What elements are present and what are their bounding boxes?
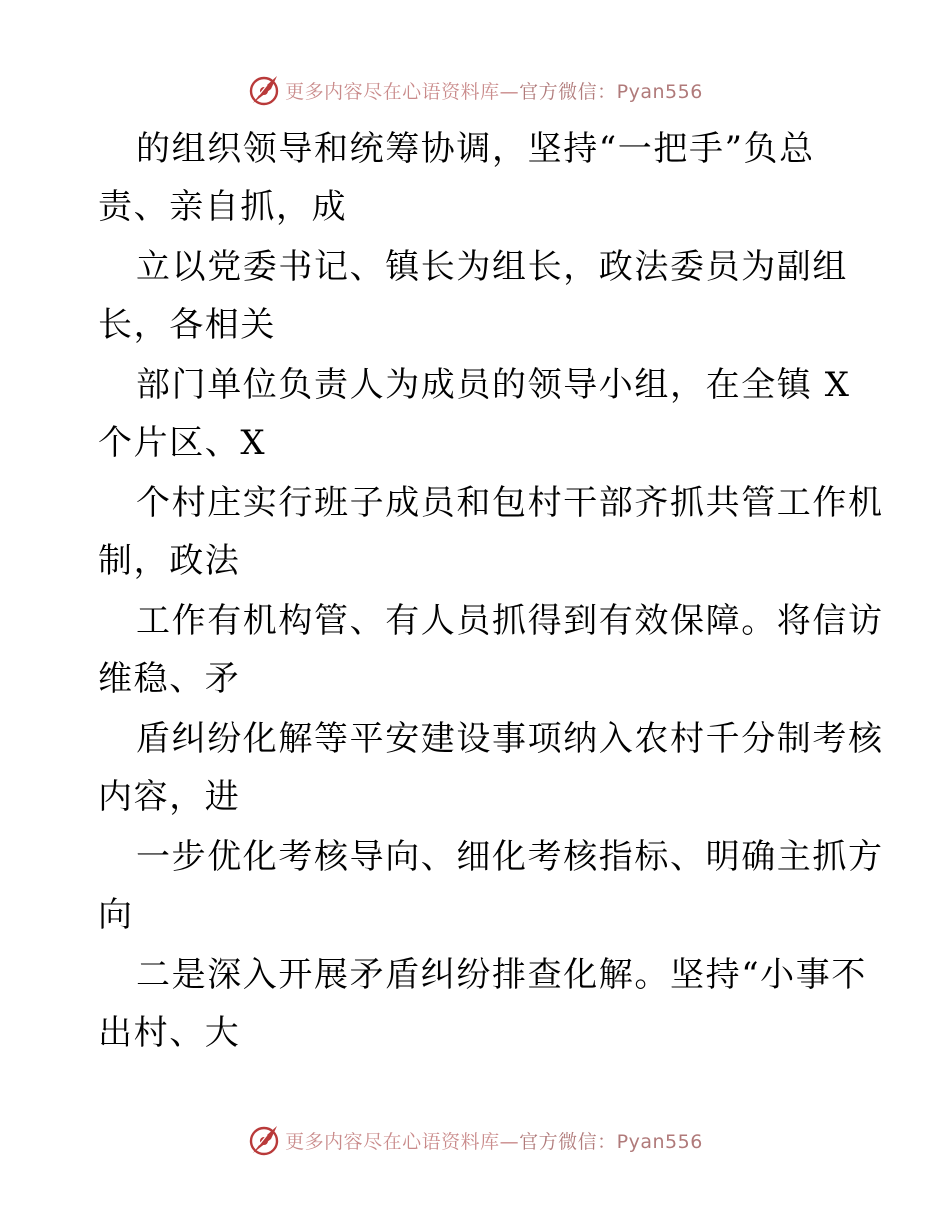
body-line: 工作有机构管、有人员抓得到有效保障。将信访	[136, 601, 884, 641]
banner-text	[285, 77, 703, 104]
body-line: 制，政法	[98, 541, 241, 581]
body-line: 立以党委书记、镇长为组长，政法委员为副组	[136, 247, 848, 287]
body-line: 部门单位负责人为成员的领导小组，在全镇 X	[136, 365, 851, 405]
body-line: 个片区、X	[98, 423, 267, 463]
body-line: 二是深入开展矛盾纠纷排查化解。坚持“小事不	[136, 955, 867, 995]
banner-wechat-text: 官方微信：Pyan556	[519, 80, 703, 103]
banner-dash: —	[499, 80, 520, 103]
footer-banner	[0, 1120, 950, 1160]
body-line: 长，各相关	[98, 305, 276, 345]
banner-dash: —	[499, 1130, 520, 1153]
banner-wechat-text: 官方微信：Pyan556	[519, 1130, 703, 1153]
body-line: 的组织领导和统筹协调，坚持“一把手”负总	[136, 129, 815, 169]
body-line: 责、亲自抓，成	[98, 187, 348, 227]
quill-pen-logo-icon	[247, 1123, 281, 1157]
banner-site-text: 更多内容尽在心语资料库	[285, 80, 500, 103]
body-line: 向	[98, 895, 134, 935]
body-line: 维稳、矛	[98, 659, 241, 699]
header-banner	[0, 70, 950, 110]
body-line: 一步优化考核导向、细化考核指标、明确主抓方	[136, 837, 884, 877]
body-line: 个村庄实行班子成员和包村干部齐抓共管工作机	[136, 483, 884, 523]
banner-text	[285, 1127, 703, 1154]
body-line: 出村、大	[98, 1013, 241, 1053]
banner-site-text: 更多内容尽在心语资料库	[285, 1130, 500, 1153]
body-line: 盾纠纷化解等平安建设事项纳入农村千分制考核	[136, 719, 884, 759]
quill-pen-logo-icon	[247, 73, 281, 107]
body-line: 内容，进	[98, 777, 241, 817]
